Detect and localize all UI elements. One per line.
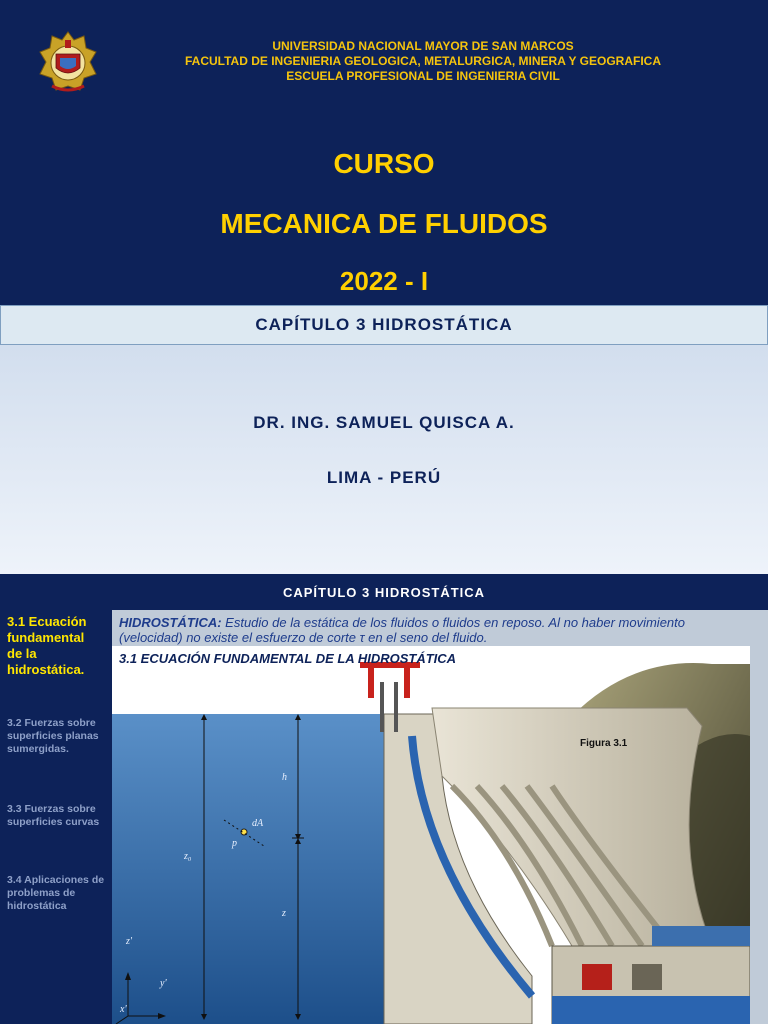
university-seal-icon: [38, 30, 98, 96]
definition-term: HIDROSTÁTICA:: [119, 615, 222, 630]
author-name: DR. ING. SAMUEL QUISCA A.: [253, 413, 515, 432]
location: LIMA - PERÚ: [326, 468, 442, 487]
school-name: ESCUELA PROFESIONAL DE INGENIERIA CIVIL: [286, 69, 560, 83]
chapter-band: [0, 305, 768, 345]
content-panel: [112, 610, 768, 1024]
course-label: CURSO: [333, 148, 435, 179]
symbol-z: z: [282, 908, 286, 919]
definition-body: Estudio de la estática de los fluidos o fluidos en reposo. Al no haber movimiento (velocidad) no existe el esfuerzo de corte τ en el seno del fluido.: [119, 615, 686, 645]
university-name: UNIVERSIDAD NACIONAL MAYOR DE SAN MARCOS: [272, 39, 574, 53]
axis-x-prime: x': [120, 1004, 127, 1015]
section-heading: 3.1 ECUACIÓN FUNDAMENTAL DE LA HIDROSTÁTICA: [119, 651, 457, 666]
symbol-z0: z₀: [184, 851, 192, 862]
figure-label: Figura 3.1: [580, 738, 628, 749]
course-name: MECANICA DE FLUIDOS: [220, 208, 548, 239]
course-term: 2022 - I: [339, 266, 429, 296]
title-header: [0, 0, 768, 305]
figure-box: [112, 646, 750, 1024]
symbol-p: p: [232, 838, 237, 849]
sidebar-item-planas[interactable]: 3.2 Fuerzas sobre superficies planas sumergidas.: [7, 717, 99, 755]
symbol-dA: dA: [252, 818, 264, 829]
chapter-title: CAPÍTULO 3 HIDROSTÁTICA: [255, 315, 513, 334]
content-slide: [0, 574, 768, 1024]
sidebar-item-active[interactable]: 3.1 Ecuación fundamental de la hidrostática.: [7, 614, 87, 677]
sidebar-item-curvas[interactable]: 3.3 Fuerzas sobre superficies curvas: [7, 803, 100, 828]
definition-text: [119, 615, 739, 645]
axis-z-prime: z': [126, 936, 133, 947]
author-panel: [0, 345, 768, 574]
slide-title: CAPÍTULO 3 HIDROSTÁTICA: [282, 585, 486, 600]
faculty-name: FACULTAD DE INGENIERIA GEOLOGICA, METALURGICA, MINERA Y GEOGRAFICA: [184, 54, 661, 68]
axis-y-prime: y': [160, 978, 167, 989]
sidebar-item-aplicaciones[interactable]: 3.4 Aplicaciones de problemas de hidrostática: [7, 874, 105, 912]
symbol-h: h: [282, 772, 287, 783]
dam-illustration: [112, 646, 750, 1024]
